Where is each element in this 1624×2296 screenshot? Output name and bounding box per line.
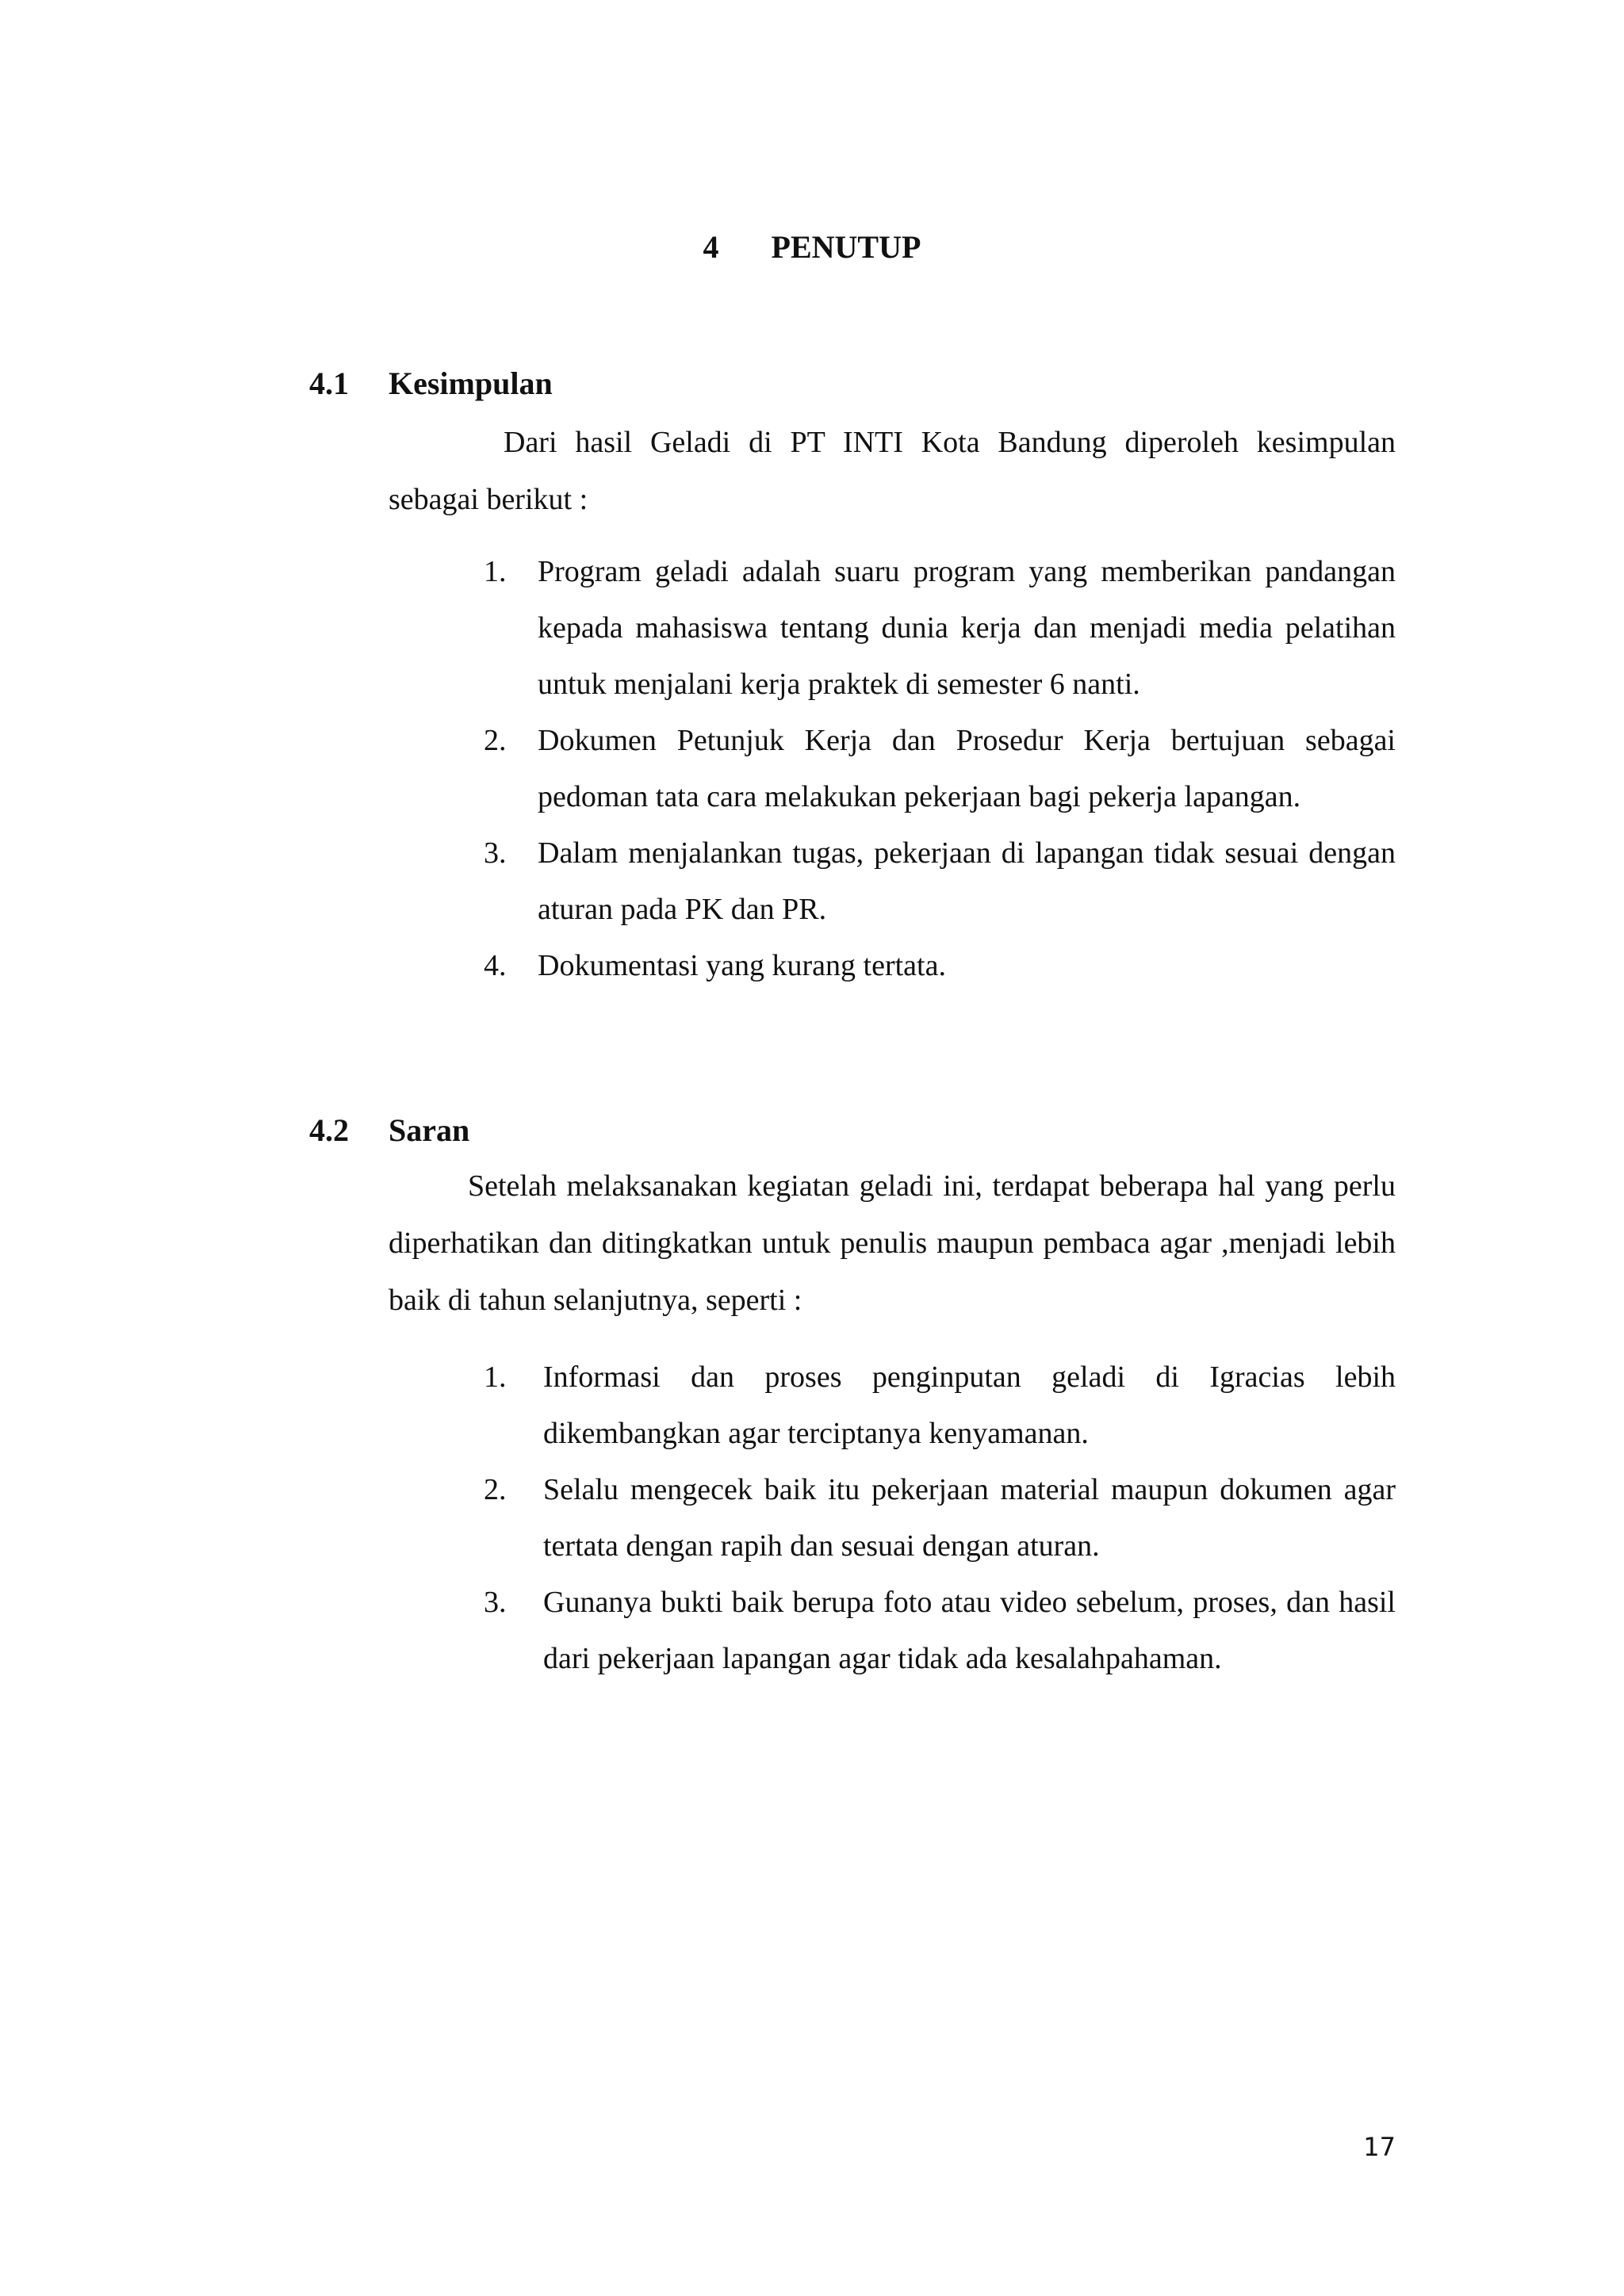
section-title: Kesimpulan [389, 365, 553, 401]
section-number: 4.1 [309, 365, 349, 401]
list-item-marker: 1. [484, 555, 507, 588]
section-intro-paragraph: Setelah melaksanakan kegiatan geladi ini, terdapat beberapa hal yang perlu diperhatikan dan ditingkatkan untuk penulis maupun pembaca agar ,menjadi lebih baik di tahun selanjutnya, seperti : [389, 1169, 1396, 1317]
list-item [484, 938, 1396, 994]
chapter-title: PENUTUP [771, 229, 921, 265]
list-item-text: Dokumen Petunjuk Kerja dan Prosedur Kerja bertujuan sebagai pedoman tata cara melakukan pekerjaan bagi pekerja lapangan. [538, 724, 1396, 813]
list-item-text: Program geladi adalah suaru program yang memberikan pandangan kepada mahasiswa tentang dunia kerja dan menjadi media pelatihan untuk menjalani kerja praktek di semester 6 nanti. [538, 555, 1396, 701]
list-item [484, 544, 1396, 713]
list-item [484, 825, 1396, 938]
conclusion-list [484, 544, 1396, 994]
list-item [484, 1462, 1396, 1575]
list-item-marker: 4. [484, 949, 507, 982]
section-heading-saran [309, 1110, 469, 1151]
list-item [484, 1575, 1396, 1687]
list-item-marker: 3. [484, 1586, 507, 1619]
list-item-marker: 1. [484, 1360, 507, 1394]
section-intro-paragraph: Dari hasil Geladi di PT INTI Kota Bandung diperoleh kesimpulan sebagai berikut : [389, 426, 1396, 516]
section-title: Saran [389, 1112, 470, 1148]
list-item [484, 713, 1396, 825]
list-item-text: Informasi dan proses penginputan geladi di Igracias lebih dikembangkan agar terciptanya kenyamanan. [543, 1360, 1396, 1450]
list-item-marker: 3. [484, 836, 507, 870]
list-item-marker: 2. [484, 1473, 507, 1506]
suggestion-list [484, 1349, 1396, 1687]
chapter-heading [0, 227, 1624, 268]
chapter-number: 4 [703, 229, 719, 265]
list-item-text: Gunanya bukti baik berupa foto atau video sebelum, proses, dan hasil dari pekerjaan lapangan agar tidak ada kesalahpahaman. [543, 1586, 1396, 1675]
list-item-text: Dalam menjalankan tugas, pekerjaan di lapangan tidak sesuai dengan aturan pada PK dan PR. [538, 836, 1396, 926]
list-item [484, 1349, 1396, 1462]
section-heading-kesimpulan [309, 363, 553, 404]
page-number: 17 [1363, 2132, 1396, 2162]
section-number: 4.2 [309, 1112, 349, 1148]
list-item-text: Selalu mengecek baik itu pekerjaan material maupun dokumen agar tertata dengan rapih dan sesuai dengan aturan. [543, 1473, 1396, 1563]
list-item-marker: 2. [484, 724, 507, 757]
list-item-text: Dokumentasi yang kurang tertata. [538, 949, 946, 982]
